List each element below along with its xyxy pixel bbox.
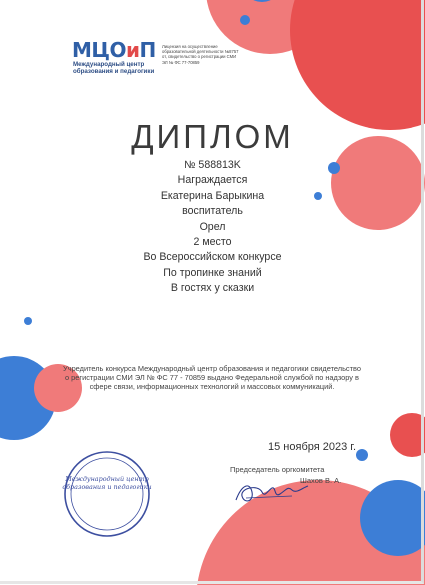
- issue-date: 15 ноября 2023 г.: [268, 441, 356, 453]
- founder-text: Учредитель конкурса Международный центр образования и педагогики свидетельство о регистрации СМИ ЭЛ № ФС 77 - 70859 выдано Федеральной службой по надзору в сфере связи, информационных технологий и массовых коммуникаций.: [63, 364, 361, 392]
- dot-blue-left: [24, 317, 32, 325]
- stamp-inner-ring: [71, 458, 143, 530]
- signature: [232, 478, 312, 508]
- chair-label: Председатель оргкомитета: [230, 465, 325, 474]
- dot-blue-top: [240, 15, 250, 25]
- logo-subtitle: Международный центр образования и педагогики: [73, 61, 155, 75]
- dot-blue-bottom: [356, 449, 368, 461]
- contest: Во Всероссийском конкурсе: [143, 251, 282, 264]
- awarded-label: Награждается: [177, 174, 248, 187]
- recipient-city: Орел: [199, 220, 226, 233]
- recipient-position: воспитатель: [182, 205, 243, 218]
- contest-topic: По тропинке знаний: [163, 266, 262, 279]
- nomination: В гостях у сказки: [170, 282, 255, 295]
- license-text: Лицензия на осуществление образовательной деятельности №8757 от, свидетельство о регистрации СМИ ЭЛ № ФС 77-70859: [162, 44, 239, 65]
- circle-red-top-right: [290, 0, 425, 130]
- logo: [72, 40, 162, 76]
- signature-stroke: [236, 486, 308, 501]
- chair-name: Шахов В. А.: [300, 476, 342, 485]
- circle-red-bottom-right: [390, 413, 425, 457]
- place: 2 место: [193, 236, 232, 249]
- diploma-title: ДИПЛОМ: [131, 118, 294, 155]
- stamp: [62, 449, 152, 539]
- logo-wordmark: МЦОиП: [72, 38, 156, 62]
- signature-underline: [246, 496, 292, 498]
- recipient-name: Екатерина Барыкина: [160, 189, 265, 202]
- diploma-details: [0, 158, 425, 297]
- diploma-number: № 588813K: [184, 159, 241, 171]
- stamp-outer-ring: [65, 452, 149, 536]
- stamp-text: Международный центр образования и педагогики: [62, 475, 152, 491]
